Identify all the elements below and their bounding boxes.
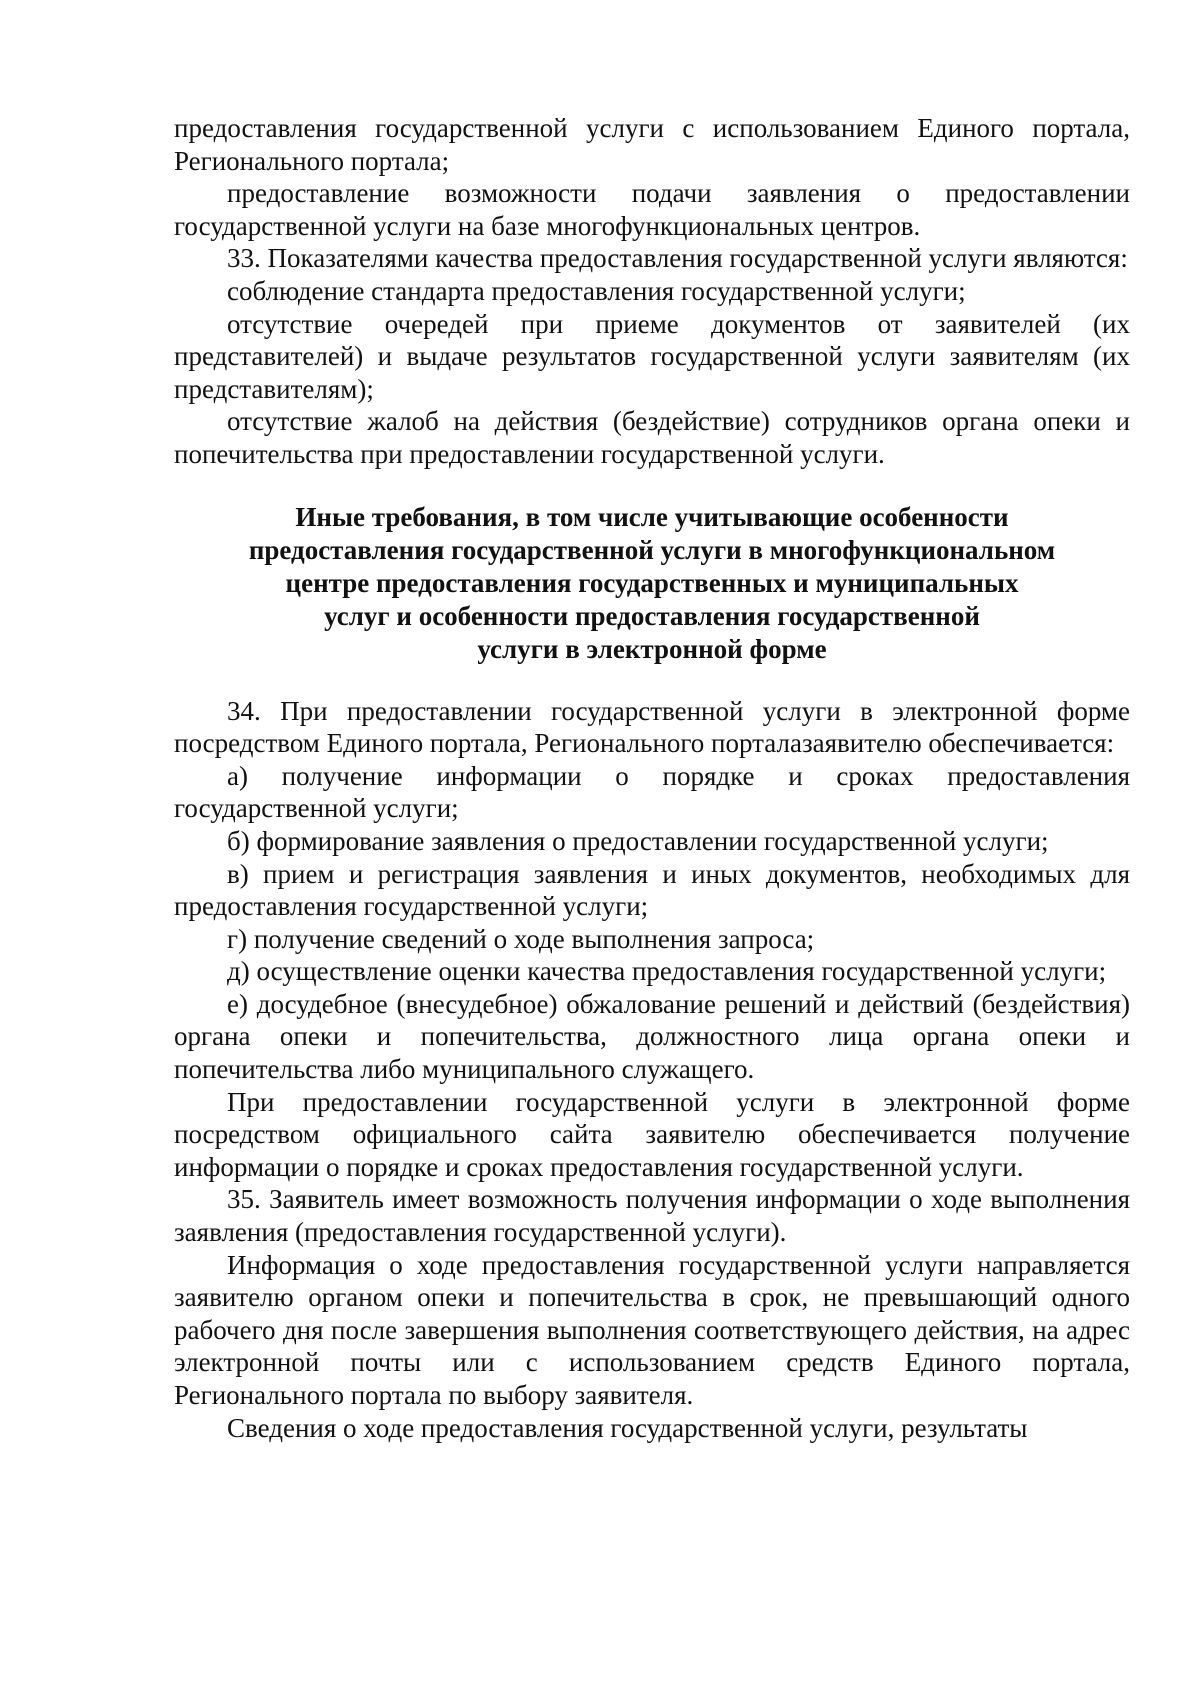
paragraph-item-g: г) получение сведений о ходе выполнения запроса; [227, 923, 815, 954]
paragraph-item-v: в) прием и регистрация заявления и иных документов, необходимых для предоставления государственной услуги; [174, 858, 1130, 922]
paragraph-no-queues: отсутствие очередей при приеме документов от заявителей (их представителей) и выдаче результатов государственной услуги заявителям (их представителям); [174, 308, 1130, 404]
paragraph-33-quality-indicators: 33. Показателями качества предоставления государственной услуги являются: [227, 243, 1128, 274]
heading-line: предоставления государственной услуги в многофункциональном [248, 534, 1056, 565]
paragraph-official-site: При предоставлении государственной услуги в электронной форме посредством официального сайта заявителю обеспечивается получение информации о порядке и сроках предоставления государственной услуги. [174, 1086, 1130, 1182]
paragraph-item-b: б) формирование заявления о предоставлении государственной услуги; [227, 825, 1049, 856]
paragraph-mfc-application: предоставление возможности подачи заявления о предоставлении государственной услуги на базе многофункциональных центров. [174, 178, 1130, 241]
paragraph-no-complaints: отсутствие жалоб на действия (бездействие) сотрудников органа опеки и попечительства при предоставлении государственной услуги. [174, 406, 1130, 469]
paragraph-35-progress-info: 35. Заявитель имеет возможность получения информации о ходе выполнения заявления (предоставления государственной услуги). [174, 1184, 1130, 1248]
section-heading [174, 501, 1130, 666]
paragraph-continuation: предоставления государственной услуги с использованием Единого портала, Регионального портала; [174, 113, 1130, 176]
paragraph-item-a: а) получение информации о порядке и сроках предоставления государственной услуги; [174, 760, 1130, 824]
paragraph-progress-results: Сведения о ходе предоставления государственной услуги, результаты [227, 1412, 1028, 1443]
heading-line: центре предоставления государственных и муниципальных [285, 567, 1019, 598]
paragraph-34-electronic-form: 34. При предоставлении государственной услуги в электронной форме посредством Единого портала, Регионального порталазаявителю обеспечивается: [174, 695, 1130, 759]
paragraph-item-e: е) досудебное (внесудебное) обжалование решений и действий (бездействия) органа опеки и попечительства, должностного лица органа опеки и попечительства либо муниципального служащего. [174, 988, 1130, 1085]
paragraph-standard-compliance: соблюдение стандарта предоставления государственной услуги; [227, 275, 966, 306]
document-page [174, 112, 1130, 1444]
heading-line: услуги в электронной форме [477, 633, 827, 664]
paragraph-progress-notification: Информация о ходе предоставления государственной услуги направляется заявителю органом опеки и попечительства в срок, не превышающий одного рабочего дня после завершения выполнения соответствующего действия, на адрес электронной почты или с использованием средств Единого портала, Регионального портала по выбору заявителя. [174, 1249, 1130, 1410]
paragraph-item-d: д) осуществление оценки качества предоставления государственной услуги; [227, 956, 1107, 987]
heading-line: услуг и особенности предоставления государственной [324, 600, 980, 631]
heading-line: Иные требования, в том числе учитывающие особенности [295, 501, 1009, 532]
